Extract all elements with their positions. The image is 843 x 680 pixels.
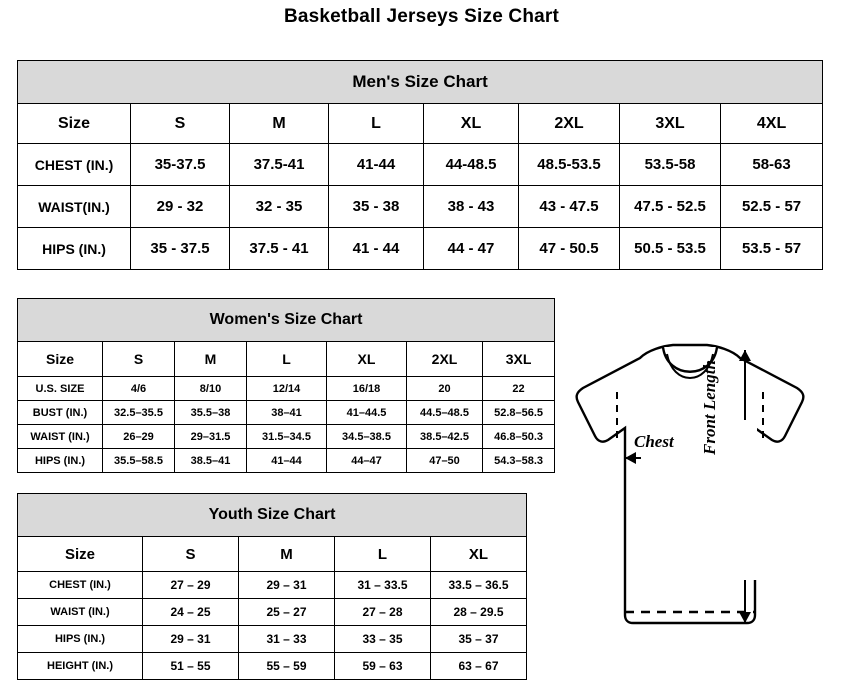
womens-table-title: Women's Size Chart <box>18 299 555 342</box>
jersey-shirt-icon <box>545 340 835 670</box>
womens-size-chart <box>17 298 554 473</box>
row-label-us-size: U.S. SIZE <box>18 377 103 401</box>
cell-hips-s: 35 - 37.5 <box>131 228 230 270</box>
row-label-height: HEIGHT (IN.) <box>18 653 143 680</box>
cell-hips-3xl: 50.5 - 53.5 <box>620 228 721 270</box>
header-xl: XL <box>424 104 519 144</box>
jersey-measurement-diagram <box>545 340 835 670</box>
cell-waist-3xl: 46.8–50.3 <box>483 425 555 449</box>
youth-table-title: Youth Size Chart <box>18 494 527 537</box>
header-m: M <box>239 537 335 572</box>
cell-waist-3xl: 47.5 - 52.5 <box>620 186 721 228</box>
cell-waist-4xl: 52.5 - 57 <box>721 186 823 228</box>
youth-size-chart <box>17 493 526 680</box>
row-label-chest: CHEST (IN.) <box>18 144 131 186</box>
cell-chest-l: 41-44 <box>329 144 424 186</box>
cell-chest-l: 31 – 33.5 <box>335 572 431 599</box>
cell-hips-m: 31 – 33 <box>239 626 335 653</box>
cell-waist-s: 24 – 25 <box>143 599 239 626</box>
cell-chest-xl: 33.5 – 36.5 <box>431 572 527 599</box>
cell-ussize-m: 8/10 <box>175 377 247 401</box>
table-row <box>18 449 555 473</box>
cell-chest-m: 29 – 31 <box>239 572 335 599</box>
header-xl: XL <box>327 342 407 377</box>
cell-hips-2xl: 47 - 50.5 <box>519 228 620 270</box>
chest-measurement-label: Chest <box>634 432 674 451</box>
header-l: L <box>329 104 424 144</box>
cell-height-m: 55 – 59 <box>239 653 335 680</box>
row-label-hips: HIPS (IN.) <box>18 626 143 653</box>
cell-waist-l: 35 - 38 <box>329 186 424 228</box>
header-xl: XL <box>431 537 527 572</box>
front-length-measurement-label: Front Length <box>700 360 719 455</box>
table-header-row <box>18 537 527 572</box>
mens-size-chart <box>17 60 822 270</box>
header-2xl: 2XL <box>407 342 483 377</box>
table-row <box>18 653 527 680</box>
header-m: M <box>175 342 247 377</box>
cell-waist-xl: 28 – 29.5 <box>431 599 527 626</box>
table-row <box>18 228 823 270</box>
table-header-row <box>18 342 555 377</box>
cell-chest-3xl: 53.5-58 <box>620 144 721 186</box>
row-label-waist: WAIST (IN.) <box>18 425 103 449</box>
cell-hips-m: 37.5 - 41 <box>230 228 329 270</box>
cell-waist-s: 26–29 <box>103 425 175 449</box>
table-header-row <box>18 104 823 144</box>
header-size: Size <box>18 342 103 377</box>
row-label-hips: HIPS (IN.) <box>18 228 131 270</box>
table-title-row <box>18 299 555 342</box>
cell-bust-3xl: 52.8–56.5 <box>483 401 555 425</box>
table-row <box>18 626 527 653</box>
cell-waist-xl: 38 - 43 <box>424 186 519 228</box>
header-m: M <box>230 104 329 144</box>
cell-hips-l: 41 - 44 <box>329 228 424 270</box>
cell-hips-m: 38.5–41 <box>175 449 247 473</box>
cell-height-xl: 63 – 67 <box>431 653 527 680</box>
cell-bust-s: 32.5–35.5 <box>103 401 175 425</box>
cell-hips-xl: 35 – 37 <box>431 626 527 653</box>
cell-hips-xl: 44–47 <box>327 449 407 473</box>
header-size: Size <box>18 537 143 572</box>
cell-chest-s: 35-37.5 <box>131 144 230 186</box>
cell-ussize-2xl: 20 <box>407 377 483 401</box>
header-3xl: 3XL <box>620 104 721 144</box>
header-s: S <box>143 537 239 572</box>
page-title: Basketball Jerseys Size Chart <box>283 6 560 27</box>
row-label-hips: HIPS (IN.) <box>18 449 103 473</box>
header-3xl: 3XL <box>483 342 555 377</box>
cell-hips-s: 35.5–58.5 <box>103 449 175 473</box>
cell-waist-m: 32 - 35 <box>230 186 329 228</box>
header-size: Size <box>18 104 131 144</box>
cell-waist-xl: 34.5–38.5 <box>327 425 407 449</box>
table-row <box>18 401 555 425</box>
cell-bust-m: 35.5–38 <box>175 401 247 425</box>
cell-hips-3xl: 54.3–58.3 <box>483 449 555 473</box>
cell-waist-m: 29–31.5 <box>175 425 247 449</box>
table-row <box>18 377 555 401</box>
cell-hips-s: 29 – 31 <box>143 626 239 653</box>
cell-hips-l: 41–44 <box>247 449 327 473</box>
cell-chest-4xl: 58-63 <box>721 144 823 186</box>
cell-chest-m: 37.5-41 <box>230 144 329 186</box>
youth-size-table <box>17 493 527 680</box>
cell-hips-2xl: 47–50 <box>407 449 483 473</box>
table-row <box>18 599 527 626</box>
cell-chest-2xl: 48.5-53.5 <box>519 144 620 186</box>
cell-waist-2xl: 38.5–42.5 <box>407 425 483 449</box>
header-s: S <box>131 104 230 144</box>
cell-ussize-3xl: 22 <box>483 377 555 401</box>
cell-chest-s: 27 – 29 <box>143 572 239 599</box>
header-4xl: 4XL <box>721 104 823 144</box>
table-row <box>18 186 823 228</box>
header-2xl: 2XL <box>519 104 620 144</box>
cell-hips-4xl: 53.5 - 57 <box>721 228 823 270</box>
header-l: L <box>247 342 327 377</box>
cell-ussize-s: 4/6 <box>103 377 175 401</box>
cell-ussize-l: 12/14 <box>247 377 327 401</box>
row-label-bust: BUST (IN.) <box>18 401 103 425</box>
cell-height-l: 59 – 63 <box>335 653 431 680</box>
cell-waist-s: 29 - 32 <box>131 186 230 228</box>
cell-height-s: 51 – 55 <box>143 653 239 680</box>
cell-hips-xl: 44 - 47 <box>424 228 519 270</box>
header-l: L <box>335 537 431 572</box>
cell-waist-m: 25 – 27 <box>239 599 335 626</box>
table-row <box>18 425 555 449</box>
table-row <box>18 144 823 186</box>
table-title-row <box>18 61 823 104</box>
row-label-waist: WAIST (IN.) <box>18 599 143 626</box>
row-label-waist: WAIST(IN.) <box>18 186 131 228</box>
table-row <box>18 572 527 599</box>
cell-hips-l: 33 – 35 <box>335 626 431 653</box>
cell-waist-l: 27 – 28 <box>335 599 431 626</box>
womens-size-table <box>17 298 555 473</box>
table-title-row <box>18 494 527 537</box>
cell-bust-xl: 41–44.5 <box>327 401 407 425</box>
row-label-chest: CHEST (IN.) <box>18 572 143 599</box>
cell-bust-2xl: 44.5–48.5 <box>407 401 483 425</box>
mens-size-table <box>17 60 823 270</box>
cell-waist-2xl: 43 - 47.5 <box>519 186 620 228</box>
mens-table-title: Men's Size Chart <box>18 61 823 104</box>
header-s: S <box>103 342 175 377</box>
cell-waist-l: 31.5–34.5 <box>247 425 327 449</box>
cell-ussize-xl: 16/18 <box>327 377 407 401</box>
cell-chest-xl: 44-48.5 <box>424 144 519 186</box>
cell-bust-l: 38–41 <box>247 401 327 425</box>
